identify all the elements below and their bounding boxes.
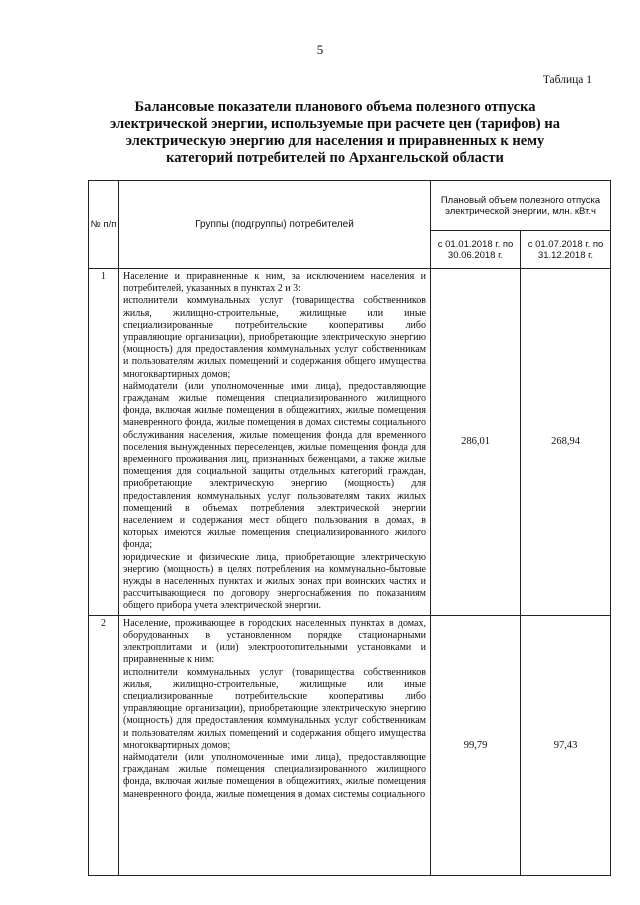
header-col-group: Группы (подгруппы) потребителей	[119, 181, 431, 269]
row-value-period-1: 286,01	[431, 269, 521, 616]
table-row	[89, 269, 611, 616]
row-value-period-2: 97,43	[521, 615, 611, 875]
row-value-period-2: 268,94	[521, 269, 611, 616]
row-paragraph: исполнители коммунальных услуг (товарищества собственников жилья, жилищно-строительные, жилищные или иные специализированные потребительские кооперативы либо управляющие организации), приобретающие электрическую энергию (мощность) для предоставления коммунальных услуг собственникам и пользователям жилых помещений и содержания общего имущества многоквартирных домов;	[123, 666, 426, 751]
header-period-1: с 01.01.2018 г. по 30.06.2018 г.	[431, 231, 521, 269]
row-number: 1	[89, 269, 119, 616]
row-paragraph: наймодатели (или уполномоченные ими лица), предоставляющие гражданам жилые помещения специализированного жилищного фонда, включая жилые помещения в общежитиях, жилые помещения маневренного фонда, жилые помещения в домах системы социального обслуживания населения, жилые помещения фонда для временного поселения вынужденных переселенцев, жилые помещения фонда для временного проживания лиц, признанных беженцами, а также жилые помещения для социальной защиты отдельных категорий граждан, приобретающие электрическую энергию (мощность) для предоставления коммунальных услуг пользователям таких жилых помещений в объемах потребления электрической энергии населением и содержания мест общего пользования в домах, в которых имеются жилые помещения специализированного жилого фонда;	[123, 380, 426, 551]
header-col-volume: Плановый объем полезного отпуска электрической энергии, млн. кВт.ч	[431, 181, 611, 231]
row-value-period-1: 99,79	[431, 615, 521, 875]
header-period-2: с 01.07.2018 г. по 31.12.2018 г.	[521, 231, 611, 269]
table-row	[89, 615, 611, 875]
row-description	[119, 615, 431, 875]
row-paragraph: юридические и физические лица, приобретающие электрическую энергию (мощность) в целях потребления на коммунально-бытовые нужды в населенных пунктах и жилых зонах при воинских частях и рассчитывающиеся по договору энергоснабжения по показаниям общего прибора учета электрической энергии.	[123, 551, 426, 612]
row-number: 2	[89, 615, 119, 875]
row-paragraph: Население, проживающее в городских населенных пунктах в домах, оборудованных в установленном порядке стационарными электроплитами и (или) электроотопительными установками и приравненные к ним:	[123, 617, 426, 666]
row-paragraph: наймодатели (или уполномоченные ими лица), предоставляющие гражданам жилые помещения специализированного жилищного фонда, включая жилые помещения в общежитиях, жилые помещения маневренного фонда, жилые помещения в домах системы социального	[123, 751, 426, 800]
document-title: Балансовые показатели планового объема полезного отпуска электрической энергии, используемые при расчете цен (тарифов) на электрическую энергию для населения и приравненных к нему категорий потребителей по Архангельской области	[110, 99, 560, 166]
row-paragraph: Население и приравненные к ним, за исключением населения и потребителей, указанных в пунктах 2 и 3:	[123, 271, 426, 295]
row-paragraph: исполнители коммунальных услуг (товарищества собственников жилья, жилищно-строительные, жилищные или иные специализированные потребительские кооперативы либо управляющие организации), приобретающие электрическую энергию (мощность) для предоставления коммунальных услуг собственникам и пользователям жилых помещений и содержания общего имущества многоквартирных домов;	[123, 295, 426, 380]
consumer-volume-table	[88, 180, 611, 876]
table-label: Таблица 1	[542, 74, 592, 86]
header-col-no: № п/п	[89, 181, 119, 269]
page-number: 5	[316, 42, 324, 57]
row-description	[119, 269, 431, 616]
